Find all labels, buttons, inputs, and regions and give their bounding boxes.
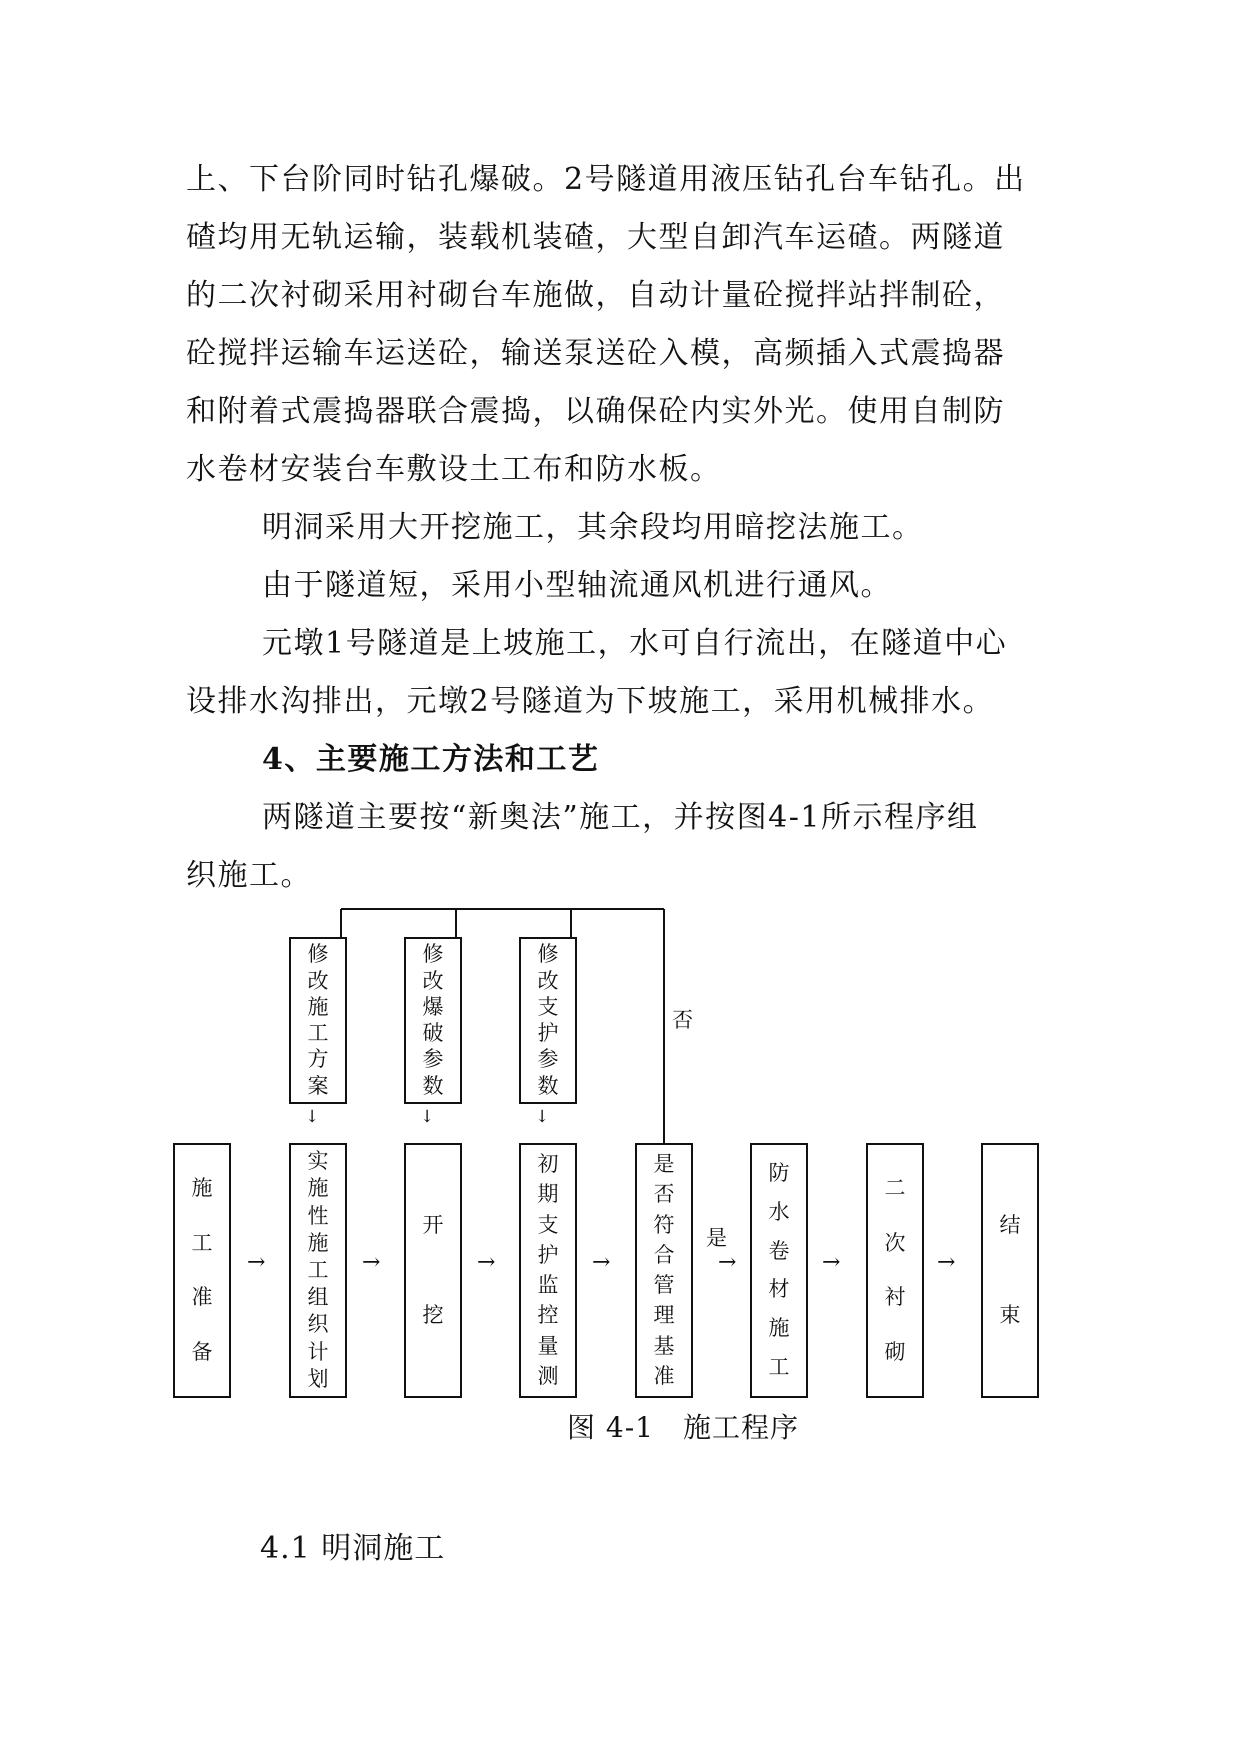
flowchart-box-char: 监	[537, 1273, 559, 1298]
paragraph-line: 元墩1号隧道是上坡施工，水可自行流出，在隧道中心	[262, 626, 1008, 661]
paragraph-line: 的二次衬砌采用衬砌台车施做，自动计量砼搅拌站拌制砼，	[186, 278, 1005, 313]
no-label: 否	[672, 1008, 693, 1032]
flowchart-box-char: 修	[307, 942, 329, 967]
flowchart-box-char: 施	[307, 994, 329, 1019]
flowchart-box-char: 束	[999, 1303, 1021, 1328]
flowchart-box-char: 施	[307, 1230, 329, 1255]
paragraph-line: 明洞采用大开挖施工，其余段均用暗挖法施工。	[262, 510, 924, 545]
flowchart-box-char: 控	[537, 1303, 559, 1328]
flowchart-box-char: 方	[307, 1047, 329, 1072]
flowchart-box-char: 合	[653, 1242, 675, 1267]
paragraph-line: 织施工。	[186, 858, 312, 893]
flowchart-step-box	[981, 1143, 1039, 1398]
paragraph-line: 和附着式震捣器联合震捣，以确保砼内实外光。使用自制防	[186, 394, 1005, 429]
flowchart-box-char: 符	[653, 1212, 675, 1237]
flowchart-box-char: 期	[537, 1182, 559, 1207]
right-arrow-icon: →	[362, 1250, 381, 1275]
flowchart-box-char: 修	[537, 942, 559, 967]
flowchart-box-char: 施	[768, 1316, 790, 1341]
down-arrow-icon: ↓	[420, 1107, 435, 1127]
flowchart-box-char: 织	[307, 1312, 329, 1337]
subsection-heading: 4.1 明洞施工	[260, 1531, 446, 1566]
right-arrow-icon: →	[247, 1250, 266, 1275]
flowchart-box-char: 备	[191, 1339, 213, 1364]
flowchart-box-char: 性	[307, 1203, 329, 1228]
flowchart-step-box	[404, 1143, 462, 1398]
down-arrow-icon: ↓	[305, 1107, 320, 1127]
flowchart-revise-box	[404, 937, 462, 1104]
flowchart-box-char: 量	[537, 1333, 559, 1358]
flowchart-box-char: 数	[422, 1073, 444, 1098]
flowchart-box-char: 破	[422, 1021, 444, 1046]
section-heading: 4、主要施工方法和工艺	[262, 742, 600, 777]
flowchart-box-char: 改	[307, 968, 329, 993]
yes-label: 是	[706, 1226, 727, 1250]
flowchart-box-char: 砌	[884, 1339, 906, 1364]
flowchart-box-char: 理	[653, 1303, 675, 1328]
paragraph-line: 两隧道主要按“新奥法”施工，并按图4-1所示程序组	[262, 800, 979, 835]
flowchart-box-char: 实	[307, 1149, 329, 1174]
flowchart-box-char: 改	[422, 968, 444, 993]
flowchart-step-box	[173, 1143, 231, 1398]
flowchart-step-box	[750, 1143, 808, 1398]
flowchart-box-char: 测	[537, 1363, 559, 1388]
flowchart-step-box	[519, 1143, 577, 1398]
flowchart-box-char: 否	[653, 1182, 675, 1207]
figure-caption: 图 4-1 施工程序	[567, 1411, 799, 1444]
paragraph-line: 碴均用无轨运输，装载机装碴，大型自卸汽车运碴。两隧道	[186, 220, 1005, 255]
flowchart-revise-box	[289, 937, 347, 1104]
right-arrow-icon: →	[937, 1250, 956, 1275]
flowchart-box-char: 组	[307, 1285, 329, 1310]
flowchart-box-char: 基	[653, 1333, 675, 1358]
flowchart-step-box	[866, 1143, 924, 1398]
flowchart-box-char: 二	[884, 1176, 906, 1201]
flowchart-box-char: 工	[307, 1257, 329, 1282]
flowchart-box-char: 参	[537, 1047, 559, 1072]
right-arrow-icon: →	[592, 1250, 611, 1275]
down-arrow-icon: ↓	[535, 1107, 550, 1127]
flowchart-box-char: 衬	[884, 1285, 906, 1310]
flowchart-box-char: 材	[768, 1277, 790, 1302]
flowchart-box-char: 划	[307, 1366, 329, 1391]
flowchart-box-char: 修	[422, 942, 444, 967]
flowchart-box-char: 次	[884, 1230, 906, 1255]
flowchart-step-box	[289, 1143, 347, 1398]
right-arrow-icon: →	[477, 1250, 496, 1275]
flowchart-box-char: 卷	[768, 1238, 790, 1263]
flowchart-revise-box	[519, 937, 577, 1104]
flowchart-box-char: 参	[422, 1047, 444, 1072]
flowchart-box-char: 施	[307, 1176, 329, 1201]
flowchart-box-char: 是	[653, 1152, 675, 1177]
flowchart-box-char: 支	[537, 1212, 559, 1237]
flowchart-box-char: 挖	[422, 1303, 444, 1328]
paragraph-line: 由于隧道短，采用小型轴流通风机进行通风。	[262, 568, 892, 603]
flowchart-box-char: 施	[191, 1176, 213, 1201]
flowchart-box-char: 防	[768, 1160, 790, 1185]
paragraph-line: 上、下台阶同时钻孔爆破。2号隧道用液压钻孔台车钻孔。出	[186, 162, 1026, 197]
flowchart-box-char: 准	[653, 1363, 675, 1388]
flowchart-box-char: 开	[422, 1212, 444, 1237]
paragraph-line: 水卷材安装台车敷设土工布和防水板。	[186, 452, 722, 487]
paragraph-line: 设排水沟排出，元墩2号隧道为下坡施工，采用机械排水。	[186, 684, 995, 719]
paragraph-line: 砼搅拌运输车运送砼，输送泵送砼入模，高频插入式震捣器	[186, 336, 1005, 371]
flowchart-step-box	[635, 1143, 693, 1398]
flowchart-box-char: 水	[768, 1199, 790, 1224]
flowchart-box-char: 准	[191, 1285, 213, 1310]
right-arrow-icon: →	[718, 1250, 737, 1275]
flowchart-box-char: 数	[537, 1073, 559, 1098]
flowchart-box-char: 爆	[422, 994, 444, 1019]
flowchart-box-char: 工	[191, 1230, 213, 1255]
flowchart-box-char: 初	[537, 1152, 559, 1177]
flowchart-box-char: 工	[768, 1355, 790, 1380]
flowchart-box-char: 管	[653, 1273, 675, 1298]
right-arrow-icon: →	[822, 1250, 841, 1275]
flowchart-box-char: 护	[537, 1021, 559, 1046]
flowchart-box-char: 改	[537, 968, 559, 993]
flowchart-box-char: 支	[537, 994, 559, 1019]
flowchart-box-char: 护	[537, 1242, 559, 1267]
flowchart-box-char: 结	[999, 1212, 1021, 1237]
flowchart-box-char: 计	[307, 1339, 329, 1364]
flowchart-box-char: 案	[307, 1073, 329, 1098]
flowchart-box-char: 工	[307, 1021, 329, 1046]
